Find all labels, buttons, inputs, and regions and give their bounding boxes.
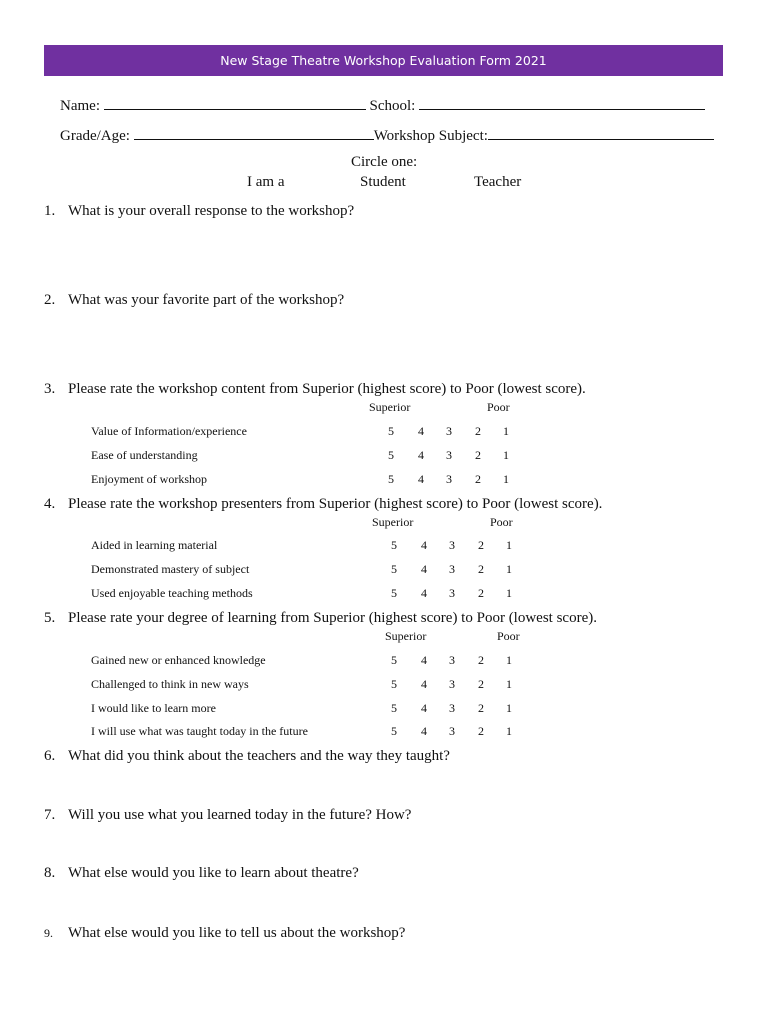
score-option-q4-3-2[interactable]: 2	[478, 586, 484, 600]
score-option-q3-1-5[interactable]: 5	[388, 424, 394, 438]
rating-label: I would like to learn more	[91, 701, 216, 715]
name-field[interactable]	[104, 95, 366, 110]
grade-age-label: Grade/Age:	[60, 128, 130, 144]
name-school-line	[60, 95, 705, 115]
poor-header: Poor	[490, 515, 513, 529]
score-option-q5-3-4[interactable]: 4	[421, 701, 427, 715]
question-2: 2. What was your favorite part of the workshop?	[44, 292, 345, 308]
rating-label: Ease of understanding	[91, 448, 198, 462]
score-option-q4-2-4[interactable]: 4	[421, 562, 427, 576]
question-9: 9. What else would you like to tell us about the workshop?	[44, 925, 406, 941]
score-option-q5-2-1[interactable]: 1	[506, 677, 512, 691]
question-text: Will you use what you learned today in the future? How?	[68, 807, 412, 823]
rating-label: I will use what was taught today in the future	[91, 724, 308, 738]
score-option-q3-1-1[interactable]: 1	[503, 424, 509, 438]
student-option[interactable]: Student	[360, 174, 406, 190]
superior-header: Superior	[385, 629, 427, 643]
score-option-q4-1-5[interactable]: 5	[391, 538, 397, 552]
question-text: Please rate your degree of learning from Superior (highest score) to Poor (lowest score).	[68, 610, 597, 626]
poor-header: Poor	[487, 400, 510, 414]
rating-label: Gained new or enhanced knowledge	[91, 653, 266, 667]
circle-one-heading: Circle one:	[351, 154, 418, 170]
score-option-q5-2-4[interactable]: 4	[421, 677, 427, 691]
school-label: School:	[369, 98, 416, 114]
score-option-q5-4-3[interactable]: 3	[449, 724, 455, 738]
question-6: 6. What did you think about the teachers and the way they taught?	[44, 748, 450, 764]
score-option-q4-1-4[interactable]: 4	[421, 538, 427, 552]
score-option-q5-1-4[interactable]: 4	[421, 653, 427, 667]
score-option-q3-3-3[interactable]: 3	[446, 472, 452, 486]
score-option-q3-1-2[interactable]: 2	[475, 424, 481, 438]
question-text: Please rate the workshop content from Superior (highest score) to Poor (lowest score).	[68, 381, 586, 397]
score-option-q3-3-1[interactable]: 1	[503, 472, 509, 486]
score-option-q5-3-2[interactable]: 2	[478, 701, 484, 715]
score-option-q5-4-2[interactable]: 2	[478, 724, 484, 738]
score-option-q4-3-3[interactable]: 3	[449, 586, 455, 600]
grade-age-field[interactable]	[134, 125, 374, 140]
rating-label: Used enjoyable teaching methods	[91, 586, 253, 600]
question-3: 3. Please rate the workshop content from Superior (highest score) to Poor (lowest score).	[44, 381, 586, 397]
score-option-q5-3-3[interactable]: 3	[449, 701, 455, 715]
score-option-q4-2-1[interactable]: 1	[506, 562, 512, 576]
score-option-q5-2-2[interactable]: 2	[478, 677, 484, 691]
score-option-q4-2-5[interactable]: 5	[391, 562, 397, 576]
workshop-subject-label: Workshop Subject:	[373, 128, 488, 144]
score-option-q5-3-5[interactable]: 5	[391, 701, 397, 715]
superior-header: Superior	[369, 400, 411, 414]
name-label: Name:	[60, 98, 100, 114]
score-option-q5-2-3[interactable]: 3	[449, 677, 455, 691]
score-option-q5-2-5[interactable]: 5	[391, 677, 397, 691]
question-7: 7. Will you use what you learned today in the future? How?	[44, 807, 412, 823]
question-text: What else would you like to learn about theatre?	[68, 865, 359, 881]
score-option-q5-1-3[interactable]: 3	[449, 653, 455, 667]
superior-header: Superior	[372, 515, 414, 529]
score-option-q3-1-4[interactable]: 4	[418, 424, 424, 438]
question-text: What did you think about the teachers and the way they taught?	[68, 748, 450, 764]
score-option-q5-4-5[interactable]: 5	[391, 724, 397, 738]
score-option-q3-3-5[interactable]: 5	[388, 472, 394, 486]
rating-label: Value of Information/experience	[91, 424, 247, 438]
form-title: New Stage Theatre Workshop Evaluation Form 2021	[220, 53, 547, 68]
teacher-option[interactable]: Teacher	[474, 174, 522, 190]
rating-label: Challenged to think in new ways	[91, 677, 249, 691]
school-field[interactable]	[419, 95, 705, 110]
question-text: What is your overall response to the workshop?	[68, 203, 355, 219]
grade-subject-line	[60, 125, 714, 145]
question-4: 4. Please rate the workshop presenters from Superior (highest score) to Poor (lowest score).	[44, 496, 603, 512]
score-option-q5-4-4[interactable]: 4	[421, 724, 427, 738]
score-option-q3-2-5[interactable]: 5	[388, 448, 394, 462]
score-option-q3-3-2[interactable]: 2	[475, 472, 481, 486]
score-option-q4-3-5[interactable]: 5	[391, 586, 397, 600]
i-am-a-label: I am a	[247, 174, 285, 190]
score-option-q3-3-4[interactable]: 4	[418, 472, 424, 486]
rating-label: Aided in learning material	[91, 538, 218, 552]
score-option-q5-1-1[interactable]: 1	[506, 653, 512, 667]
question-8: 8. What else would you like to learn about theatre?	[44, 865, 359, 881]
score-option-q5-1-5[interactable]: 5	[391, 653, 397, 667]
score-option-q3-1-3[interactable]: 3	[446, 424, 452, 438]
score-option-q4-2-2[interactable]: 2	[478, 562, 484, 576]
score-option-q5-4-1[interactable]: 1	[506, 724, 512, 738]
rating-label: Demonstrated mastery of subject	[91, 562, 250, 576]
score-option-q4-3-4[interactable]: 4	[421, 586, 427, 600]
question-1: 1. What is your overall response to the workshop?	[44, 203, 355, 219]
score-option-q3-2-3[interactable]: 3	[446, 448, 452, 462]
question-text: Please rate the workshop presenters from Superior (highest score) to Poor (lowest score).	[68, 496, 603, 512]
score-option-q4-1-3[interactable]: 3	[449, 538, 455, 552]
score-option-q3-2-2[interactable]: 2	[475, 448, 481, 462]
question-text: What else would you like to tell us about the workshop?	[68, 925, 406, 941]
score-option-q3-2-4[interactable]: 4	[418, 448, 424, 462]
score-option-q4-3-1[interactable]: 1	[506, 586, 512, 600]
question-text: What was your favorite part of the workshop?	[68, 292, 345, 308]
form-title-banner	[44, 45, 723, 76]
score-option-q4-1-2[interactable]: 2	[478, 538, 484, 552]
score-option-q5-3-1[interactable]: 1	[506, 701, 512, 715]
question-5: 5. Please rate your degree of learning from Superior (highest score) to Poor (lowest score).	[44, 610, 597, 626]
score-option-q3-2-1[interactable]: 1	[503, 448, 509, 462]
poor-header: Poor	[497, 629, 520, 643]
score-option-q4-1-1[interactable]: 1	[506, 538, 512, 552]
score-option-q4-2-3[interactable]: 3	[449, 562, 455, 576]
workshop-subject-field[interactable]	[488, 125, 714, 140]
rating-label: Enjoyment of workshop	[91, 472, 207, 486]
score-option-q5-1-2[interactable]: 2	[478, 653, 484, 667]
